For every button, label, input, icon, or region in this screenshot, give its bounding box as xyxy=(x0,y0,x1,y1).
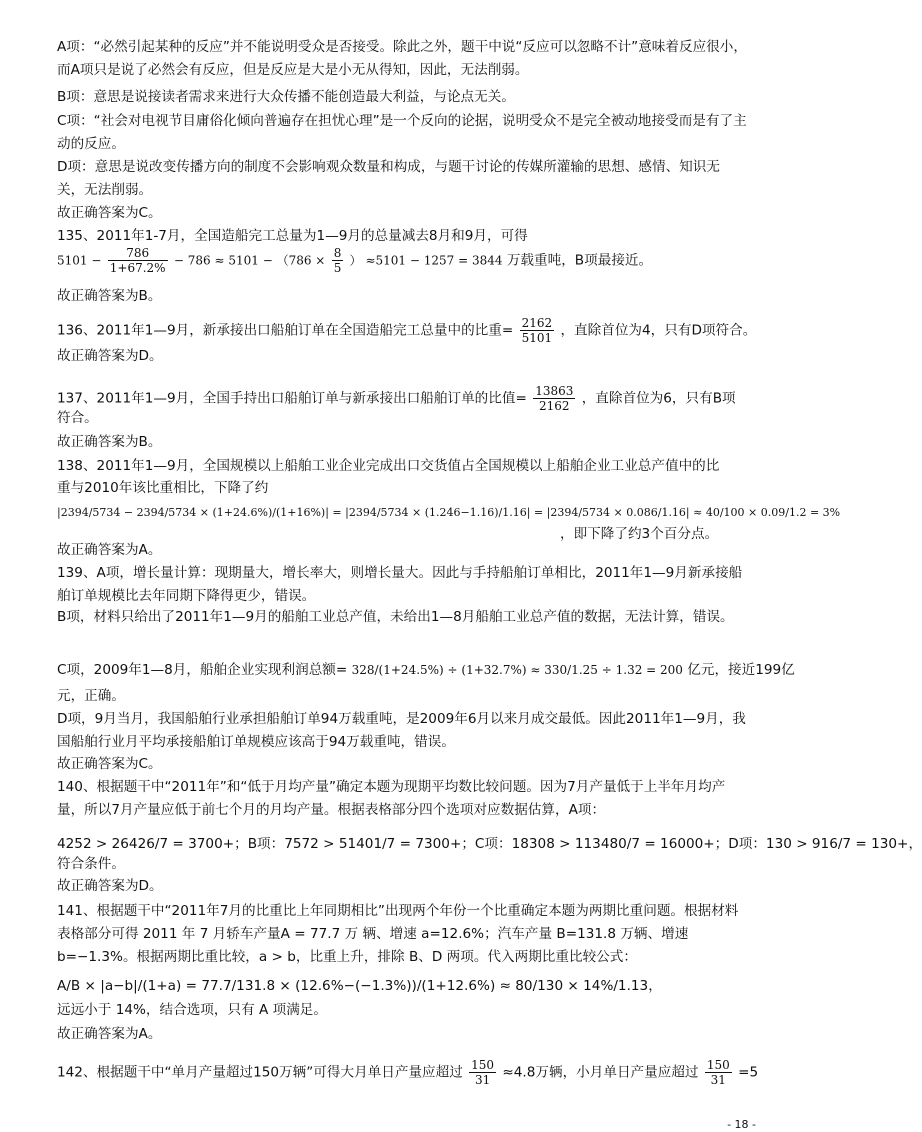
q136-tail: ，直除首位为4，只有D项符合。 xyxy=(560,322,757,339)
q139-option-d: D项，9月当月，我国船舶行业承担船舶订单94万载重吨，是2009年6月以来月成交最低。因此2011年1—9月，我国船舶行业月平均承接船舶订单规模应该高于94万载重吨，错误。 xyxy=(57,711,746,750)
q139-c-tail: 亿元，接近199亿 xyxy=(687,662,795,678)
q135-fraction xyxy=(108,246,168,275)
q135-tail: 万载重吨，B项最接近。 xyxy=(506,252,653,269)
q138-tail: ，即下降了约3个百分点。 xyxy=(560,526,719,542)
q141-tail: 远远小于 14%，结合选项，只有 A 项满足。 xyxy=(57,1002,327,1018)
q141-text: 141、根据题干中“2011年7月的比重比上年同期相比”出现两个年份一个比重确定本题为两期比重问题。根据材料表格部分可得 2011 年 7 月轿车产量A = 77.7 万 辆、增速 a=12.6%；汽车产量 B=131.8 万辆、增速 b=−1.3%。根据两期比重比较，a > b，比重上升，排除 B、D 两项。代入两期比重比较公式： xyxy=(57,903,739,965)
q139-option-b: B项，材料只给出了2011年1—9月的船舶工业总产值，未给出1—8月船舶工业总产值的数据，无法计算，错误。 xyxy=(57,609,734,625)
q135-formula-a: 5101 − xyxy=(57,253,102,268)
q138-formula: |2394/5734 − 2394/5734 × (1+24.6%)/(1+16%)| = |2394/5734 × (1.246−1.16)/1.16| = |2394/5734 × 0.086/1.16| ≈ 40/100 × 0.09/1.2 = 3% xyxy=(57,506,841,519)
q140-answer: 故正确答案为D。 xyxy=(57,878,163,894)
q142-frac-numerator: 150 xyxy=(471,1058,495,1072)
q140-formula: 4252 > 26426/7 = 3700+；B项：7572 > 51401/7 = 7300+；C项：18308 > 113480/7 = 16000+；D项：130 > 916/7 = 130+， xyxy=(57,836,922,852)
q137-fraction xyxy=(533,384,575,413)
q135-answer: 故正确答案为B。 xyxy=(57,288,162,304)
q139-c-tail2: 元，正确。 xyxy=(57,688,125,704)
q135-fraction-2 xyxy=(332,246,344,275)
q142-line xyxy=(57,1058,758,1087)
q136-frac-denominator: 5101 xyxy=(521,331,553,345)
q137-tail2: 符合。 xyxy=(57,410,98,426)
q142-frac-denominator: 31 xyxy=(474,1073,491,1087)
q135-formula-b: − 786 ≈ 5101 − （786 × xyxy=(173,253,326,268)
page-number: - 18 - xyxy=(727,1118,756,1131)
q135-formula xyxy=(57,246,652,275)
q135-formula-c: ） ≈5101 − 1257 = 3844 xyxy=(349,253,503,268)
q136-fraction xyxy=(520,316,555,345)
q136-answer: 故正确答案为D。 xyxy=(57,348,163,364)
q142-mid: ≈4.8万辆，小月单日产量应超过 xyxy=(502,1064,699,1081)
q137-tail: ，直除首位为6，只有B项 xyxy=(581,390,736,407)
paragraph-option-d: D项：意思是说改变传播方向的制度不会影响观众数量和构成，与题干讨论的传媒所灌输的思想、感情、知识无关，无法削弱。 xyxy=(57,159,720,198)
q142-tail: =5 xyxy=(738,1064,759,1081)
q138-text2: 重与2010年该比重相比，下降了约 xyxy=(57,480,269,496)
q137-frac-denominator: 2162 xyxy=(539,399,570,413)
q138-answer: 故正确答案为A。 xyxy=(57,542,162,558)
q139-c-text: C项，2009年1—8月，船舶企业实现利润总额= xyxy=(57,662,348,678)
q137-line xyxy=(57,384,736,413)
q136-frac-numerator: 2162 xyxy=(521,316,553,330)
paragraph-option-b: B项：意思是说接读者需求来进行大众传播不能创造最大利益，与论点无关。 xyxy=(57,89,515,105)
q140-tail: 符合条件。 xyxy=(57,856,125,872)
q135-frac2-numerator: 8 xyxy=(333,246,342,260)
q138-formula-line xyxy=(57,502,840,523)
paragraph-option-a: A项：“必然引起某种的反应”并不能说明受众是否接受。除此之外，题干中说“反应可以忽略不计”意味着反应很小，而A项只是说了必然会有反应，但是反应是大是小无从得知，因此，无法削弱。 xyxy=(57,39,747,78)
q135-frac2-denominator: 5 xyxy=(333,261,342,275)
q137-frac-numerator: 13863 xyxy=(535,384,574,398)
q138-text: 138、2011年1—9月，全国规模以上船舶工业企业完成出口交货值占全国规模以上船舶企业工业总产值中的比 xyxy=(57,458,720,474)
q139-option-c xyxy=(57,660,795,680)
q141-formula: A/B × |a−b|/(1+a) = 77.7/131.8 × (12.6%−(−1.3%))/(1+12.6%) ≈ 80/130 × 14%/1.13， xyxy=(57,978,662,994)
q139-option-a: 139、A项，增长量计算：现期量大，增长率大，则增长量大。因此与手持船舶订单相比，2011年1—9月新承接船舶订单规模比去年同期下降得更少，错误。 xyxy=(57,565,743,604)
q137-answer: 故正确答案为B。 xyxy=(57,434,162,450)
q142-fraction xyxy=(469,1058,496,1087)
q141-answer: 故正确答案为A。 xyxy=(57,1026,162,1042)
answer-134: 故正确答案为C。 xyxy=(57,205,162,221)
q135-frac-numerator: 786 xyxy=(108,246,168,261)
q135-text: 135、2011年1-7月，全国造船完工总量为1—9月的总量减去8月和9月，可得 xyxy=(57,228,528,244)
q139-c-formula: 328/(1+24.5%) ÷ (1+32.7%) ≈ 330/1.25 ÷ 1.32 = 200 xyxy=(351,663,683,677)
q137-text: 137、2011年1—9月，全国手持出口船舶订单与新承接出口船舶订单的比值= xyxy=(57,390,527,407)
q142-text: 142、根据题干中“单月产量超过150万辆”可得大月单日产量应超过 xyxy=(57,1064,463,1081)
q142-frac2-numerator: 150 xyxy=(706,1058,730,1072)
q139-answer: 故正确答案为C。 xyxy=(57,756,162,772)
q142-frac2-denominator: 31 xyxy=(710,1073,726,1087)
q136-line xyxy=(57,316,756,345)
q142-fraction-2 xyxy=(705,1058,732,1087)
q140-text: 140、根据题干中“2011年”和“低于月均产量”确定本题为现期平均数比较问题。因为7月产量低于上半年月均产量，所以7月产量应低于前七个月的月均产量。根据表格部分四个选项对应数据估算，A项： xyxy=(57,779,726,818)
paragraph-option-c: C项：“社会对电视节目庸俗化倾向普遍存在担忧心理”是一个反向的论据，说明受众不是完全被动地接受而是有了主动的反应。 xyxy=(57,113,747,152)
q135-frac-denominator: 1+67.2% xyxy=(109,261,166,275)
q136-text: 136、2011年1—9月，新承接出口船舶订单在全国造船完工总量中的比重= xyxy=(57,322,514,339)
